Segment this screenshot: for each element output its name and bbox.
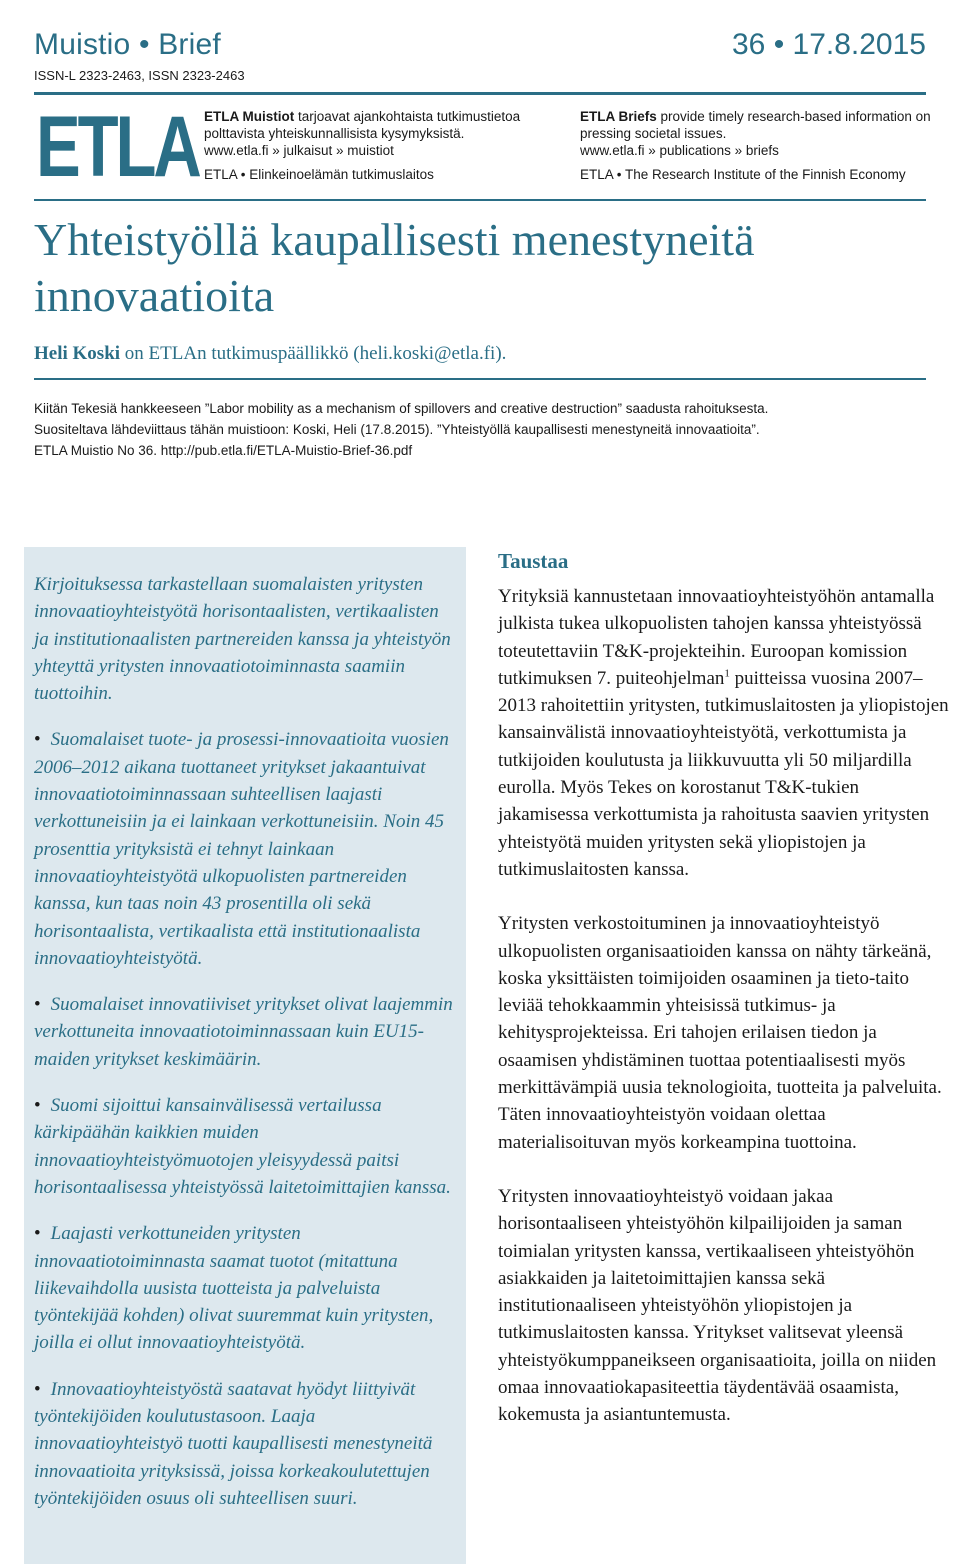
bullet-dot-icon: •	[34, 1095, 41, 1117]
summary-intro: Kirjoituksessa tarkastellaan suomalaisten yritysten innovaatioyhteistyötä horisontaalisten, vertikaalisten ja institutionaalisten partnereiden kanssa ja yhteistyön yhteyttä yritysten innovaatiotoiminnasta saamiin tuottoihin.	[34, 574, 451, 705]
org-name-fi: ETLA • Elinkeinoelämän tutkimuslaitos	[204, 167, 434, 182]
issn: ISSN-L 2323-2463, ISSN 2323-2463	[34, 68, 245, 83]
summary-bullet	[34, 991, 458, 1073]
series-name-fi: ETLA Muistiot	[204, 109, 295, 124]
bullet-dot-icon: •	[34, 1378, 41, 1400]
funding-acknowledgement: Kiitän Tekesiä hankkeeseen ”Labor mobility as a mechanism of spillovers and creative destruction” saadusta rahoituksesta.	[34, 401, 769, 416]
summary-bullet	[34, 1376, 458, 1512]
summary-bullet-text: Suomalaiset tuote- ja prosessi-innovaatioita vuosien 2006–2012 aikana tuottaneet yritykset jakaantuivat innovaatiotoiminnassaan suhteellisen laajasti verkottuneisiin ja ei lainkaan verkottuneisiin. Noin 45 prosenttia yrityksistä ei tehnyt lainkaan innovaatioyhteistyötä ulkopuolisten partnereiden kanssa, kun taas noin 43 prosentilla oli sekä horisontaalista, vertikaalista että institutionaalista innovaatioyhteistyötä.	[34, 729, 449, 969]
org-name-en: ETLA • The Research Institute of the Finnish Economy	[580, 167, 906, 182]
summary-bullet-text: Laajasti verkottuneiden yritysten innovaatiotoiminnasta saamat tuotot (mitattuna liikevaihdolla uusista tuotteista ja palveluista työntekijää kohden) olivat suuremmat kuin yritysten, joilla ei ollut innovaatioyhteistyötä.	[34, 1223, 434, 1354]
body-paragraph	[498, 583, 950, 883]
body-paragraph: Yritysten innovaatioyhteistyö voidaan jakaa horisontaaliseen yhteistyöhön kilpailijoiden ja saman toimialan yritysten kanssa, vertikaaliseen yhteistyöhön asiakkaiden ja laitetoimittajien kanssa sekä institutionaaliseen yhteistyöhön yliopistojen ja tutkimuslaitosten kanssa. Yritykset valitsevat yleensä yhteistyökumppaneikseen organisaatioita, joilla on niiden omaa innovaatiokapasiteettia täydentävää osaamista, kokemusta ja asiantuntemusta.	[498, 1185, 937, 1426]
summary-bullet	[34, 1092, 458, 1201]
header-divider	[34, 199, 926, 201]
body-paragraph: Yritysten verkostoituminen ja innovaatioyhteistyö ulkopuolisten organisaatioiden kanssa on nähty tärkeänä, koska yksittäisten toimijoiden osaaminen ja tieto-taito leviää tehokkaammin yhteisissä tutkimus- ja kehitysprojekteissa. Eri tahojen erilaisen tiedon ja osaamisen yhdistäminen tuottaa potentiaalisesti myös merkittävämpiä uusia teknologioita, tuotteita ja palveluita. Täten innovaatioyhteistyön voidaan olettaa materialisoituvan myös korkeampina tuottoina.	[498, 913, 942, 1153]
summary-column	[34, 571, 458, 1531]
bullet-dot-icon: •	[34, 1223, 41, 1245]
citation-line-1: Suositeltava lähdeviittaus tähän muistioon: Koski, Heli (17.8.2015). ”Yhteistyöllä kaupallisesti menestyneitä innovaatioita”.	[34, 422, 760, 437]
body-paragraph-text: Yrityksiä kannustetaan innovaatioyhteistyöhön antamalla julkista tukea ulkopuolisten tahojen kanssa yhteistyössä toteutettaviin T&K-projekteihin. Euroopan komission tutkimuksen 7. puiteohjelman	[498, 586, 935, 689]
acknowledgement-block	[34, 398, 934, 461]
document-title: Yhteistyöllä kaupallisesti menestyneitä innovaatioita	[34, 214, 755, 321]
summary-bullet	[34, 1220, 458, 1356]
author-line	[34, 343, 506, 365]
series-link-en[interactable]: www.etla.fi » publications » briefs	[580, 143, 779, 158]
series-desc-text-fi: tarjoavat ajankohtaista tutkimustietoa polttavista yhteiskunnallisista kysymyksistä.	[204, 109, 521, 141]
series-description-fi	[204, 108, 554, 142]
top-divider	[34, 92, 926, 95]
summary-bullet-text: Suomi sijoittui kansainvälisessä vertailussa kärkipäähän kaikkien muiden innovaatioyhteistyömuotojen yleisyydessä paitsi horisontaalisessa yhteistyössä laitetoimittajien kanssa.	[34, 1095, 451, 1198]
body-column	[498, 548, 950, 1456]
series-name-en: ETLA Briefs	[580, 109, 657, 124]
etla-logo: ETLA	[36, 99, 199, 195]
section-heading: Taustaa	[498, 549, 569, 573]
series-desc-text-en: provide timely research-based information on pressing societal issues.	[580, 109, 931, 141]
issue-number-date: 36 • 17.8.2015	[731, 28, 926, 61]
series-info-english	[580, 108, 940, 183]
series-info-finnish	[204, 108, 554, 183]
summary-bullet	[34, 726, 458, 972]
series-link-fi[interactable]: www.etla.fi » julkaisut » muistiot	[204, 143, 394, 158]
brief-series-title: Muistio • Brief	[34, 28, 221, 61]
citation-line-2: ETLA Muistio No 36. http://pub.etla.fi/ETLA-Muistio-Brief-36.pdf	[34, 443, 413, 458]
body-paragraph-text: puitteissa vuosina 2007–2013 rahoitettiin yritysten, tutkimuslaitosten ja yliopistojen kansainvälistä innovaatioyhteistyötä, verkottumista ja tutkijoiden koulutusta ja liikkuvuutta yli 50 miljardilla eurolla. Myös Tekes on korostanut T&K-tukien jakamisessa verkottumista ja rahoitusta saavien yritysten yhteistyötä muiden yritysten sekä yliopistojen ja tutkimuslaitosten kanssa.	[498, 667, 949, 880]
summary-bullet-text: Innovaatioyhteistyöstä saatavat hyödyt liittyivät työntekijöiden koulutustasoon. Laaja innovaatioyhteistyö tuotti kaupallisesti menestyneitä innovaatioita yrityksissä, joissa korkeakoulutettujen työntekijöiden osuus oli suhteellisen suuri.	[34, 1378, 433, 1509]
bullet-dot-icon: •	[34, 729, 41, 751]
author-name: Heli Koski	[34, 343, 121, 364]
bullet-dot-icon: •	[34, 994, 41, 1016]
author-affiliation: on ETLAn tutkimuspäällikkö (heli.koski@etla.fi).	[120, 343, 507, 364]
footnote-marker: 1	[724, 667, 730, 680]
series-description-en	[580, 108, 940, 142]
author-divider	[34, 378, 926, 380]
summary-bullet-text: Suomalaiset innovatiiviset yritykset olivat laajemmin verkottuneita innovaatiotoiminnassaan kuin EU15-maiden yritykset keskimäärin.	[34, 994, 453, 1070]
